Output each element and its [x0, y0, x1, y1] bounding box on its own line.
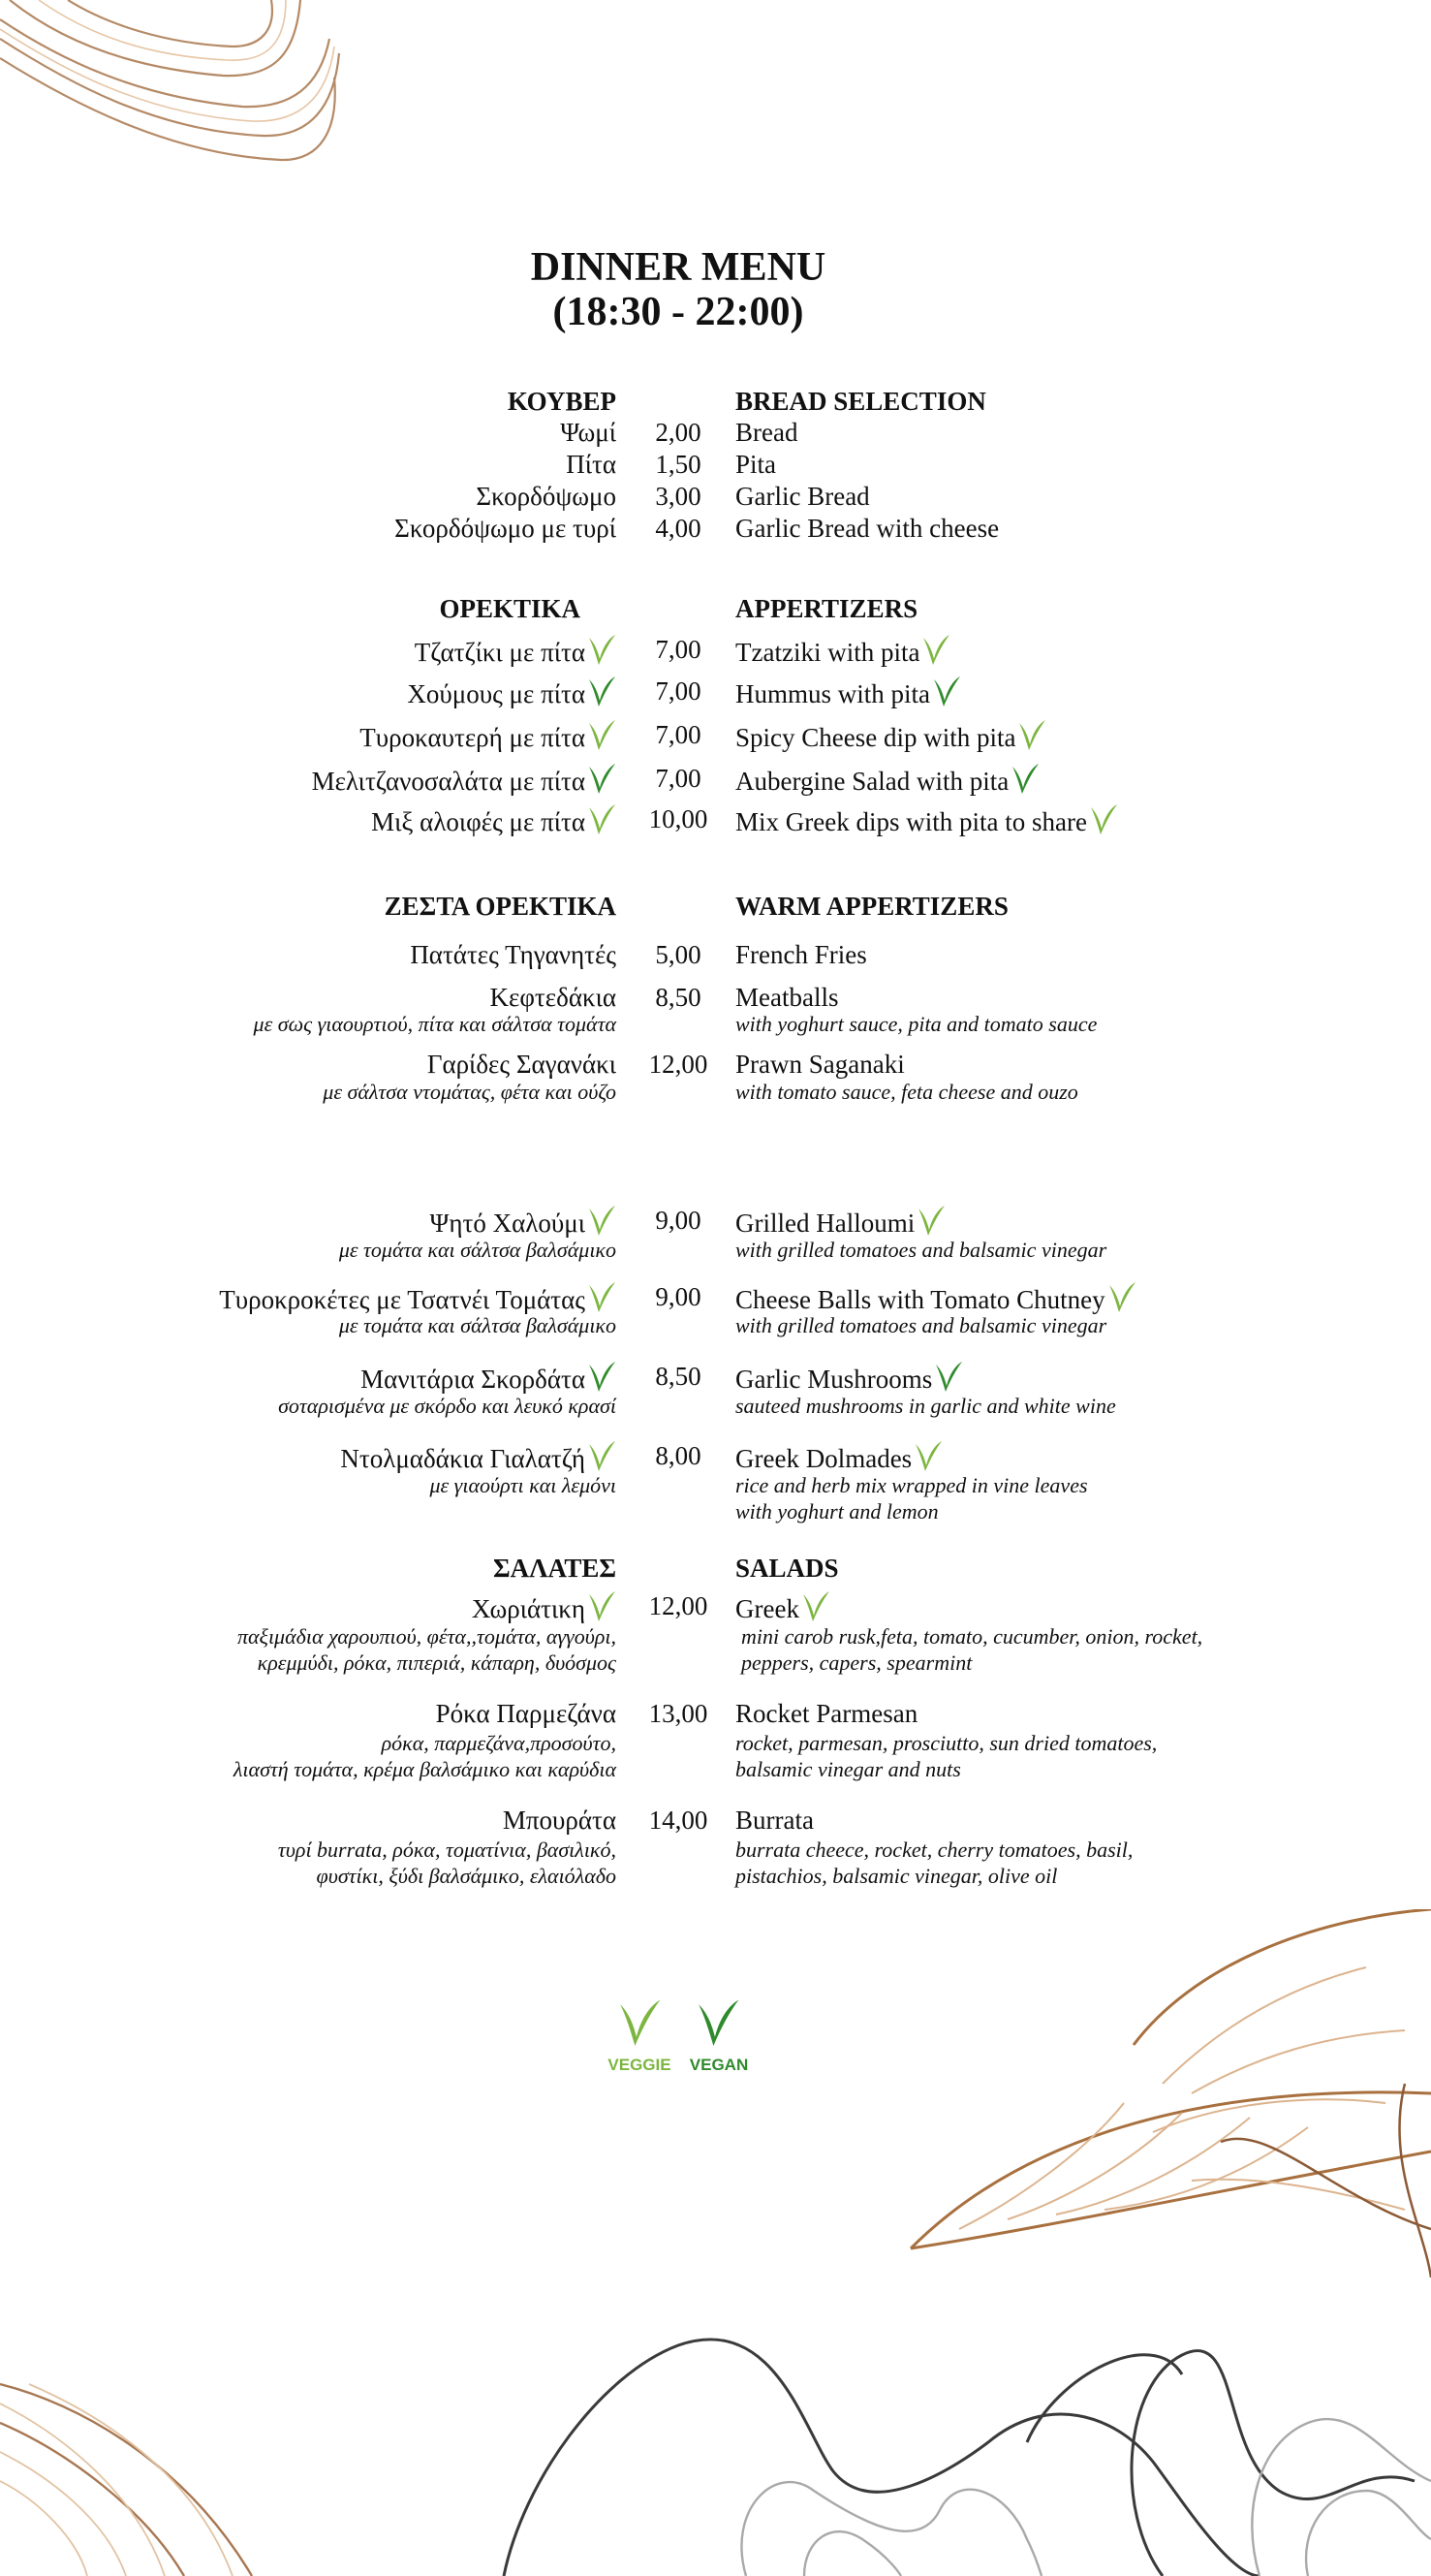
bread-heading-gr: ΚΟΥΒΕΡ	[507, 387, 616, 416]
warm-item-gr: Κεφτεδάκια	[489, 983, 616, 1012]
warm-heading-gr: ΖΕΣΤΑ ΟΡΕΚΤΙΚΑ	[384, 892, 616, 921]
starter-item-price: 7,00	[655, 764, 701, 793]
starter-item-en: Spicy Cheese dip with pita	[735, 719, 1046, 753]
veggie-leaf-icon	[587, 1590, 616, 1623]
warm-item-price: 8,50	[655, 1362, 701, 1391]
warm-item-price: 8,50	[655, 983, 701, 1012]
salads-heading-en: SALADS	[735, 1554, 839, 1583]
warm-item-price: 9,00	[655, 1206, 701, 1235]
bread-item-gr: Ψωμί	[560, 418, 616, 447]
salad-item-desc-gr: ρόκα, παρμεζάνα,προσούτο,	[381, 1731, 616, 1755]
bottom-abstract-lines-decoration	[484, 2268, 1431, 2576]
starters-heading-en: APPERTIZERS	[735, 594, 918, 623]
warm-item-desc-gr: σοταρισμένα με σκόρδο και λευκό κρασί	[278, 1394, 616, 1418]
vegan-leaf-icon	[932, 675, 961, 708]
starter-item-gr: Μιξ αλοιφές με πίτα	[371, 803, 616, 837]
veggie-legend-label: VEGGIE	[607, 2056, 671, 2074]
salad-item-desc-gr: λιαστή τομάτα, κρέμα βαλσάμικο και καρύδια	[233, 1757, 616, 1781]
bread-item-en: Bread	[735, 418, 798, 447]
salad-item-desc-en: rocket, parmesan, prosciutto, sun dried tomatoes,	[735, 1731, 1158, 1755]
salad-item-desc-en: mini carob rusk,feta, tomato, cucumber, onion, rocket,	[741, 1624, 1203, 1649]
starter-item-en: Mix Greek dips with pita to share	[735, 803, 1118, 837]
warm-item-price: 5,00	[655, 940, 701, 969]
salad-item-desc-en: burrata cheece, rocket, cherry tomatoes, basil,	[735, 1838, 1134, 1862]
warm-item-gr: Τυροκροκέτες με Τσατνέι Τομάτας	[219, 1281, 616, 1315]
veggie-leaf-icon	[1017, 719, 1046, 752]
menu-hours: (18:30 - 22:00)	[552, 290, 804, 334]
bread-item-gr: Σκορδόψωμο με τυρί	[394, 514, 616, 543]
vegan-legend-label: VEGAN	[689, 2056, 749, 2074]
starter-item-price: 7,00	[655, 635, 701, 664]
bread-item-price: 2,00	[655, 418, 701, 447]
warm-item-desc-gr: με σως γιαουρτιού, πίτα και σάλτσα τομάτα	[253, 1012, 616, 1036]
veggie-leaf-icon	[587, 1440, 616, 1473]
bread-item-gr: Πίτα	[566, 450, 616, 479]
warm-item-desc-en: with yoghurt sauce, pita and tomato sauce	[735, 1012, 1098, 1036]
warm-item-desc-en: with grilled tomatoes and balsamic vinegar	[735, 1238, 1107, 1262]
salad-item-desc-gr: παξιμάδια χαρουπιού, φέτα,,τομάτα, αγγούρι,	[236, 1624, 616, 1649]
bread-item-price: 3,00	[655, 482, 701, 511]
warm-item-en: Grilled Halloumi	[735, 1205, 946, 1239]
salad-item-desc-gr: κρεμμύδι, ρόκα, πιπεριά, κάπαρη, δυόσμος	[257, 1650, 616, 1675]
warm-heading-en: WARM APPERTIZERS	[735, 892, 1009, 921]
warm-item-gr: Γαρίδες Σαγανάκι	[426, 1050, 616, 1079]
bread-item-gr: Σκορδόψωμο	[476, 482, 616, 511]
starter-item-gr: Χούμους με πίτα	[407, 675, 616, 709]
warm-item-desc-en: rice and herb mix wrapped in vine leaves	[735, 1473, 1088, 1497]
warm-item-gr: Ψητό Χαλούμι	[430, 1205, 616, 1239]
vegan-leaf-icon	[587, 763, 616, 796]
warm-item-en: Greek Dolmades	[735, 1440, 943, 1474]
veggie-leaf-icon	[616, 1998, 663, 2049]
bottom-left-leaf-decoration	[0, 2365, 271, 2576]
veggie-leaf-icon	[914, 1440, 943, 1473]
starter-item-en: Aubergine Salad with pita	[735, 763, 1040, 797]
salad-item-price: 13,00	[648, 1699, 708, 1728]
veggie-leaf-icon	[1089, 803, 1118, 836]
vegan-leaf-icon	[695, 1998, 741, 2049]
veggie-leaf-icon	[1107, 1281, 1136, 1314]
warm-item-en: Cheese Balls with Tomato Chutney	[735, 1281, 1136, 1315]
right-leaf-decoration	[901, 1909, 1431, 2316]
bread-heading-en: BREAD SELECTION	[735, 387, 986, 416]
veggie-leaf-icon	[587, 634, 616, 667]
vegan-leaf-icon	[934, 1361, 963, 1394]
warm-item-price: 9,00	[655, 1282, 701, 1311]
vegan-leaf-icon	[587, 1361, 616, 1394]
starter-item-en: Hummus with pita	[735, 675, 961, 709]
warm-item-desc-en: with grilled tomatoes and balsamic vinegar	[735, 1313, 1107, 1337]
warm-item-desc-en: sauteed mushrooms in garlic and white wine	[735, 1394, 1116, 1418]
starter-item-gr: Μελιτζανοσαλάτα με πίτα	[312, 763, 616, 797]
veggie-leaf-icon	[587, 803, 616, 836]
bread-item-en: Garlic Bread	[735, 482, 870, 511]
warm-item-desc-en: with tomato sauce, feta cheese and ouzo	[735, 1080, 1078, 1104]
vegan-leaf-icon	[1011, 763, 1040, 796]
warm-item-desc-gr: με τομάτα και σάλτσα βαλσάμικο	[338, 1313, 616, 1337]
warm-item-gr: Μανιτάρια Σκορδάτα	[360, 1361, 616, 1395]
salad-item-gr: Μπουράτα	[502, 1806, 616, 1835]
starter-item-price: 10,00	[648, 804, 708, 833]
vegan-leaf-icon	[587, 675, 616, 708]
warm-item-en: Garlic Mushrooms	[735, 1361, 963, 1395]
warm-item-desc-gr: με γιαούρτι και λεμόνι	[429, 1473, 616, 1497]
salad-item-desc-gr: τυρί burrata, ρόκα, τοματίνια, βασιλικό,	[277, 1838, 616, 1862]
warm-item-price: 12,00	[648, 1050, 708, 1079]
warm-item-desc-gr: με σάλτσα ντομάτας, φέτα και ούζο	[323, 1080, 616, 1104]
veggie-leaf-icon	[917, 1205, 946, 1238]
veggie-leaf-icon	[587, 719, 616, 752]
salad-item-en: Greek	[735, 1590, 830, 1624]
salad-item-gr: Ρόκα Παρμεζάνα	[435, 1699, 616, 1728]
salad-item-en: Rocket Parmesan	[735, 1699, 918, 1728]
warm-item-en: French Fries	[735, 940, 867, 969]
warm-item-desc-gr: με τομάτα και σάλτσα βαλσάμικο	[338, 1238, 616, 1262]
warm-item-gr: Πατάτες Τηγανητές	[410, 940, 616, 969]
salad-item-price: 14,00	[648, 1806, 708, 1835]
bread-item-en: Pita	[735, 450, 777, 479]
veggie-leaf-icon	[921, 634, 950, 667]
starter-item-en: Tzatziki with pita	[735, 634, 950, 668]
starter-item-price: 7,00	[655, 676, 701, 706]
veggie-leaf-icon	[587, 1281, 616, 1314]
salad-item-desc-en: peppers, capers, spearmint	[741, 1650, 973, 1675]
salad-item-price: 12,00	[648, 1591, 708, 1620]
warm-item-en: Meatballs	[735, 983, 839, 1012]
salad-item-desc-gr: φυστίκι, ξύδι βαλσάμικο, ελαιόλαδο	[316, 1864, 616, 1888]
veggie-leaf-icon	[587, 1205, 616, 1238]
warm-item-gr: Ντολμαδάκια Γιαλατζή	[340, 1440, 616, 1474]
warm-item-price: 8,00	[655, 1441, 701, 1470]
starter-item-price: 7,00	[655, 720, 701, 749]
menu-title: DINNER MENU	[530, 245, 826, 290]
salads-heading-gr: ΣΑΛΑΤΕΣ	[492, 1554, 616, 1583]
warm-item-en: Prawn Saganaki	[735, 1050, 905, 1079]
salad-item-desc-en: balsamic vinegar and nuts	[735, 1757, 961, 1781]
bread-item-price: 4,00	[655, 514, 701, 543]
warm-item-desc-en: with yoghurt and lemon	[735, 1499, 939, 1524]
salad-item-en: Burrata	[735, 1806, 814, 1835]
starter-item-gr: Τυροκαυτερή με πίτα	[359, 719, 616, 753]
salad-item-desc-en: pistachios, balsamic vinegar, olive oil	[735, 1864, 1058, 1888]
starter-item-gr: Τζατζίκι με πίτα	[415, 634, 616, 668]
top-left-leaf-decoration	[0, 0, 349, 174]
starters-heading-gr: ΟΡΕΚΤΙΚΑ	[439, 594, 580, 623]
bread-item-price: 1,50	[655, 450, 701, 479]
salad-item-gr: Χωριάτικη	[472, 1590, 616, 1624]
veggie-leaf-icon	[801, 1590, 830, 1623]
bread-item-en: Garlic Bread with cheese	[735, 514, 1000, 543]
